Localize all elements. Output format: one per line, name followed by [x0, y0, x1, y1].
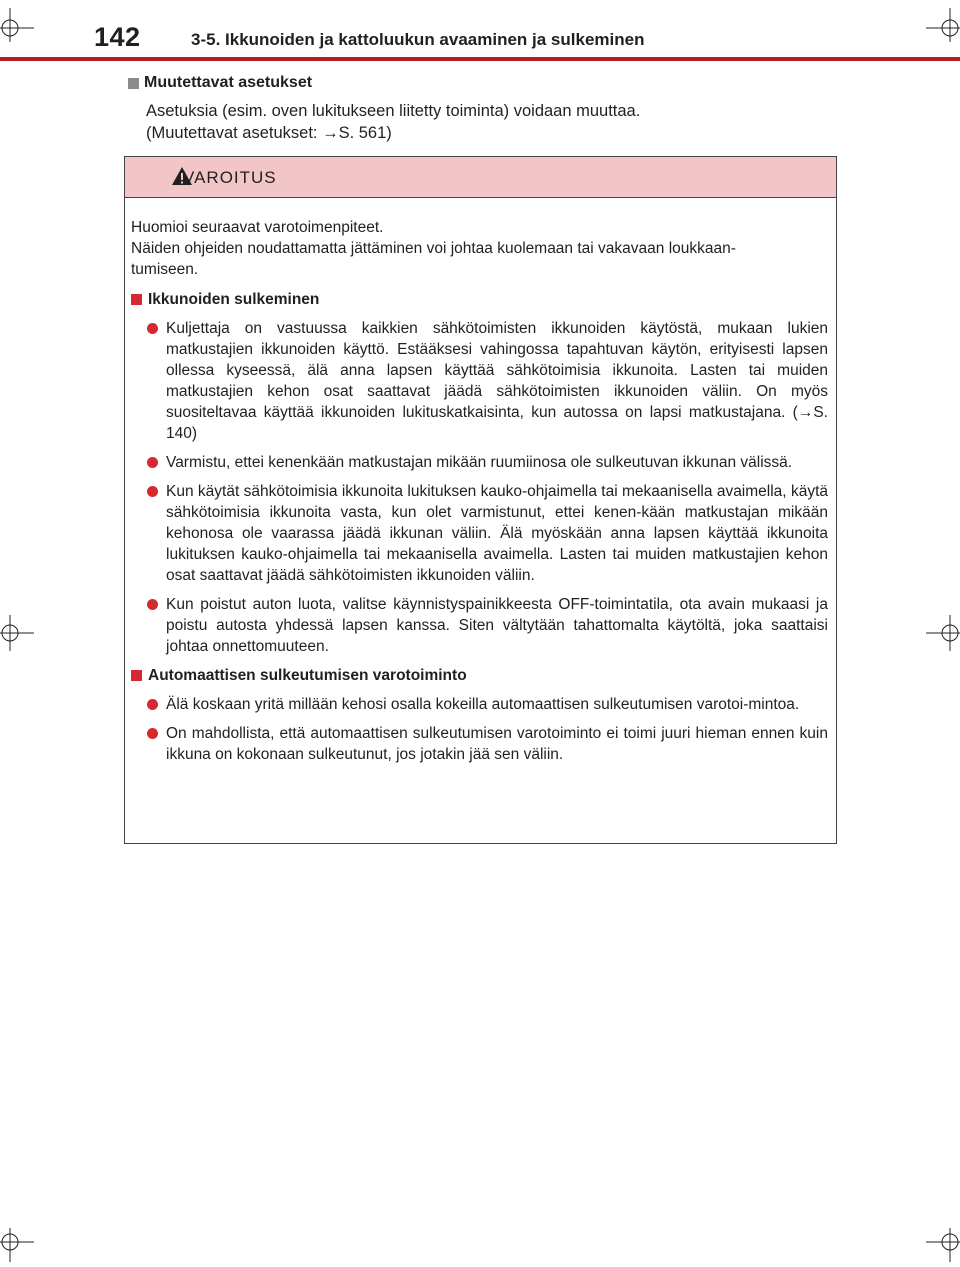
- warning-bullet: [131, 694, 828, 715]
- warning-bullet: [131, 481, 828, 586]
- header-rule: [0, 57, 960, 61]
- warning-group-title: Automaattisen sulkeutumisen varotoiminto: [148, 667, 467, 684]
- section-title: Muutettavat asetukset: [144, 74, 313, 91]
- warning-bullet-text: On mahdollista, että automaattisen sulkeutumisen varotoiminto ei toimi juuri hieman ennen kuin ikkuna on kokonaan sulkeutunut, jos jotakin jää sen väliin.: [166, 725, 828, 763]
- bullet-dot-icon: [147, 699, 158, 710]
- square-bullet-icon: [131, 294, 142, 305]
- bullet-dot-icon: [147, 486, 158, 497]
- crop-mark-bottom-left: [0, 1222, 40, 1262]
- crop-mark-top-left: [0, 8, 40, 48]
- section-heading: [128, 74, 312, 92]
- warning-body: [131, 217, 828, 773]
- bullet-dot-icon: [147, 323, 158, 334]
- bullet-dot-icon: [147, 728, 158, 739]
- square-bullet-icon: [128, 78, 139, 89]
- crop-mark-mid-left: [0, 613, 40, 653]
- bullet-dot-icon: [147, 599, 158, 610]
- warning-bullet-text: Älä koskaan yritä millään kehosi osalla kokeilla automaattisen sulkeutumisen varotoi-mintoa.: [166, 696, 800, 713]
- crop-mark-top-right: [920, 8, 960, 48]
- warning-group-heading: [131, 289, 828, 310]
- crop-mark-mid-right: [920, 613, 960, 653]
- warning-heading: VAROITUS: [183, 168, 277, 187]
- section-line-2: (Muutettavat asetukset: →S. 561): [146, 124, 392, 142]
- warning-bullet: [131, 594, 828, 657]
- warning-bullet: [131, 318, 828, 444]
- section-line-1: Asetuksia (esim. oven lukitukseen liitetty toiminta) voidaan muuttaa.: [146, 102, 641, 120]
- warning-bullet: [131, 723, 828, 765]
- warning-header: [125, 157, 836, 198]
- bullet-dot-icon: [147, 457, 158, 468]
- section-body: [146, 100, 640, 144]
- square-bullet-icon: [131, 670, 142, 681]
- page-number: 142: [94, 22, 141, 52]
- warning-intro: Huomioi seuraavat varotoimenpiteet. Näiden ohjeiden noudattamatta jättäminen voi johtaa kuolemaan tai vakavaan loukkaan- tumiseen.: [131, 219, 736, 278]
- warning-bullet-text: Varmistu, ettei kenenkään matkustajan mikään ruumiinosa ole sulkeutuvan ikkunan välissä.: [166, 454, 793, 471]
- warning-box: [124, 156, 837, 844]
- warning-bullet: [131, 452, 828, 473]
- warning-group-heading: [131, 665, 828, 686]
- warning-bullet-text: Kun poistut auton luota, valitse käynnistyspainikkeesta OFF-toimintatila, ota avain mukaasi ja poistu autosta yhdessä lapsen kanssa. Siten vältytään tahattomalta käytöltä, joka saattaisi johtaa onnettomuuteen.: [166, 596, 828, 655]
- warning-group-title: Ikkunoiden sulkeminen: [148, 291, 320, 308]
- warning-bullet-text: Kuljettaja on vastuussa kaikkien sähkötoimisten ikkunoiden käytöstä, mukaan lukien matkustajien ikkunoiden käyttö. Estääksesi vahingossa tapahtuvan käytön, erityisesti lapsen ollessa kyseessä, älä anna lapsen käyttää sähkötoimisia ikkunoita. Lasten tai muiden matkustajien kehon osat saattavat jäädä sähkötoimisten ikkunoiden väliin. On myös suositeltavaa käyttää ikkunoiden lukituskatkaisinta, kun autossa on lapsi matkustajana. (→S. 140): [166, 320, 828, 442]
- chapter-title: 3-5. Ikkunoiden ja kattoluukun avaaminen ja sulkeminen: [191, 30, 645, 49]
- crop-mark-bottom-right: [920, 1222, 960, 1262]
- warning-bullet-text: Kun käytät sähkötoimisia ikkunoita lukituksen kauko-ohjaimella tai mekaanisella avaimella, käytä sähkötoimisia ikkunoita vasta, kun olet varmistunut, ettei kenen-kään matkustajan mikään kehonosa ole vaarassa jäädä ikkunan väliin. Älä myöskään anna lapsen käyttää ikkunoita lukituksen kauko-ohjaimella tai mekaanisella avaimella. Lasten tai muiden matkustajien kehon osat saattavat jäädä sähkötoimisten ikkunoiden väliin.: [166, 483, 828, 584]
